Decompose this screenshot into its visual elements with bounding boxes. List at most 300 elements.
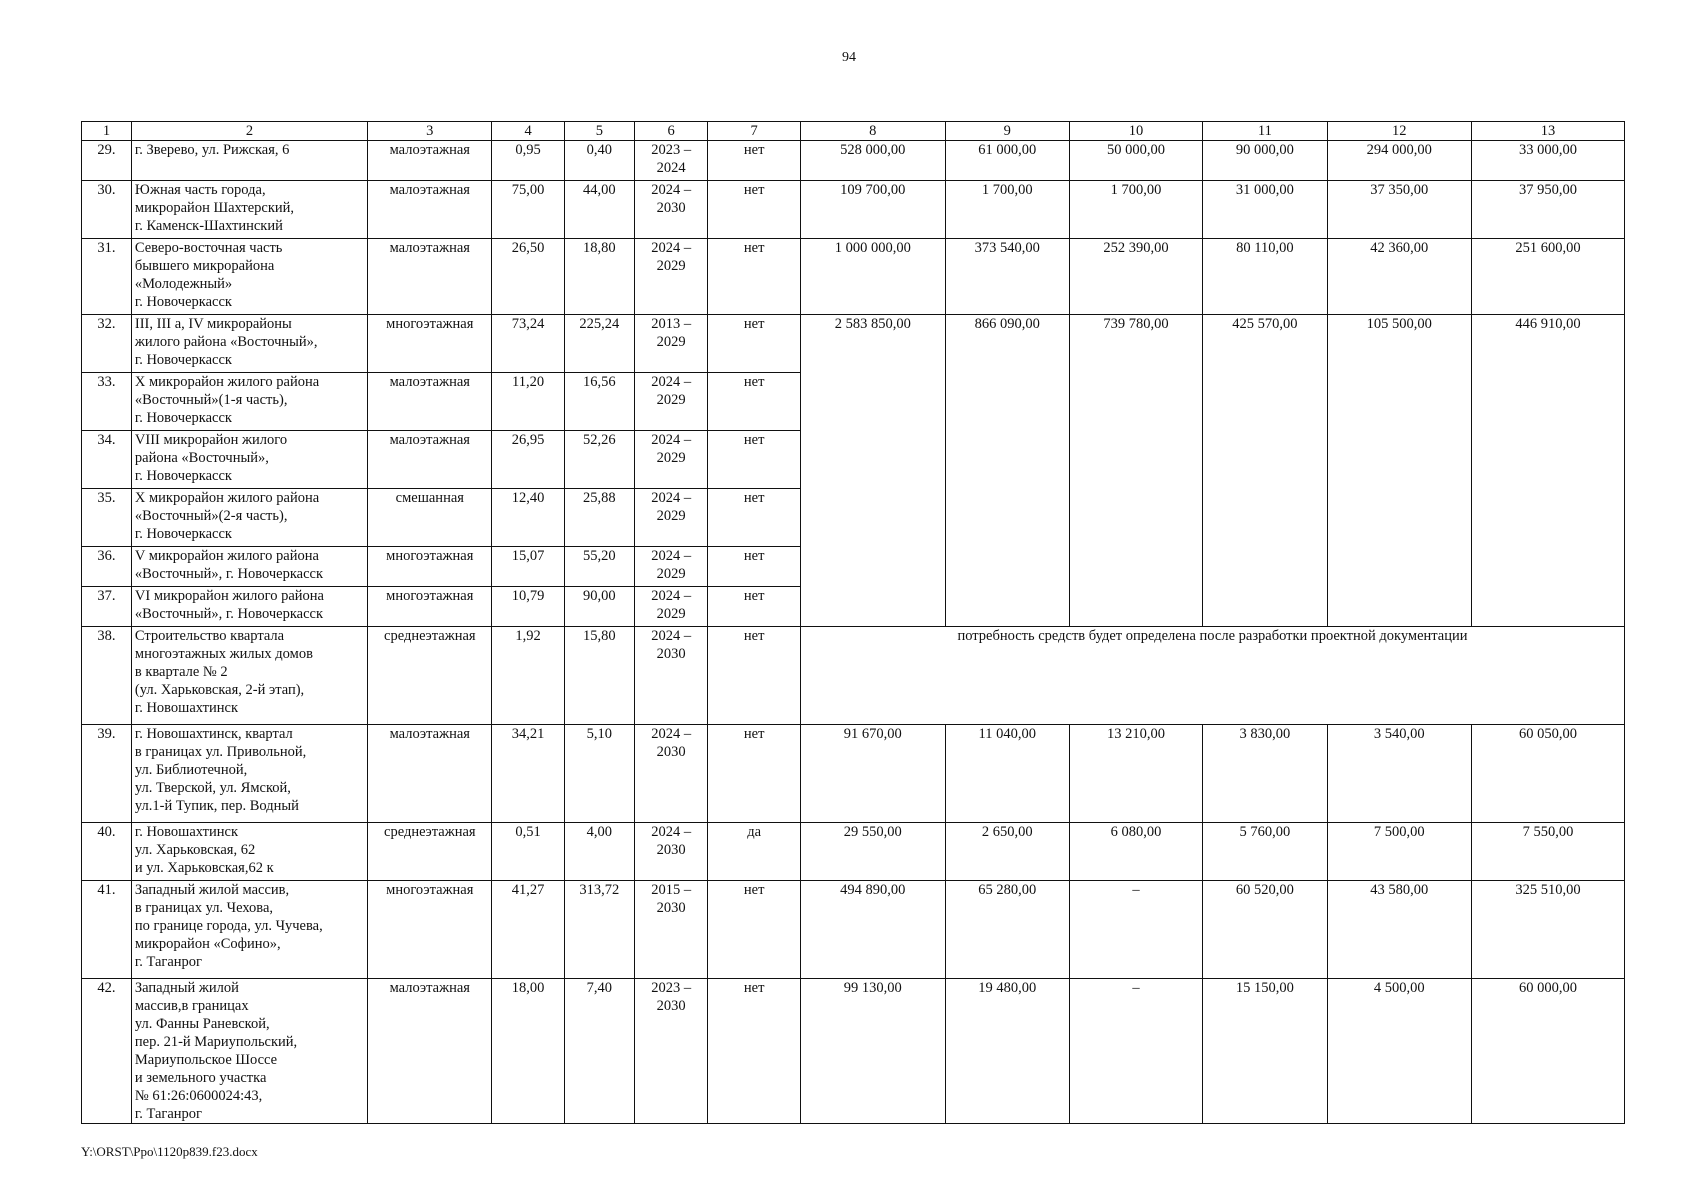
building-type-text: многоэтажная [386, 316, 474, 332]
object-name-text: Х микрорайон жилого района «Восточный»(1-я часть), г. Новочеркасск [134, 374, 320, 426]
object-name [131, 823, 367, 881]
amount-cell-text: 109 700,00 [840, 182, 906, 198]
object-name-text: Западный жилой массив,в границах ул. Фанны Раневской, пер. 21-й Мариупольский, Мариупольское Шоссе и земельного участка № 61:26:0600024:43, г. Таганрог [134, 980, 298, 1122]
row-number [82, 979, 132, 1124]
amount-cell-text: 60 000,00 [1519, 980, 1578, 996]
flag-text: нет [743, 490, 765, 506]
object-name [131, 547, 367, 587]
row-number-text: 32. [97, 316, 116, 332]
period-text: 2024 – 2030 [651, 726, 692, 760]
amount-cell-text: 1 700,00 [981, 182, 1033, 198]
amount-cell-text: 37 950,00 [1519, 182, 1578, 198]
area-value-text: 0,51 [515, 824, 541, 840]
amount-cell-text: 7 500,00 [1373, 824, 1425, 840]
building-type [368, 431, 492, 489]
amount-cell [1203, 315, 1327, 627]
flag-text: нет [743, 628, 765, 644]
period [634, 315, 707, 373]
amount-cell-text: 446 910,00 [1515, 316, 1581, 332]
row-number-text: 41. [97, 882, 116, 898]
amount-cell [945, 315, 1069, 627]
building-type-text: смешанная [395, 490, 464, 506]
building-type [368, 547, 492, 587]
area-value-text: 26,95 [511, 432, 545, 448]
flag-text: нет [743, 588, 765, 604]
header-row [82, 122, 1625, 141]
table-body [82, 122, 1625, 1124]
row-number-text: 40. [97, 824, 116, 840]
period-text: 2024 – 2030 [651, 182, 692, 216]
period [634, 239, 707, 315]
row-number-text: 42. [97, 980, 116, 996]
building-type [368, 587, 492, 627]
object-name [131, 627, 367, 725]
amount-cell-text: 60 520,00 [1235, 882, 1294, 898]
area-value-text: 26,50 [511, 240, 545, 256]
flag-text: нет [743, 432, 765, 448]
amount-cell-text: – [1132, 980, 1140, 996]
period [634, 431, 707, 489]
header-cell: 4 [492, 122, 564, 141]
amount-cell [800, 979, 945, 1124]
period-text: 2024 – 2029 [651, 374, 692, 408]
object-name [131, 373, 367, 431]
flag [708, 141, 801, 181]
volume-value-text: 4,00 [586, 824, 613, 840]
period-text: 2023 – 2030 [651, 980, 692, 1014]
amount-cell [1327, 315, 1472, 627]
volume-value [564, 373, 634, 431]
area-value [492, 823, 564, 881]
volume-value [564, 315, 634, 373]
building-type-text: малоэтажная [389, 374, 470, 390]
object-name-text: V микрорайон жилого района «Восточный», г. Новочеркасск [134, 548, 323, 582]
building-type-text: малоэтажная [389, 182, 470, 198]
area-value-text: 11,20 [512, 374, 545, 390]
object-name-text: г. Зверево, ул. Рижская, 6 [134, 142, 290, 158]
area-value-text: 34,21 [511, 726, 545, 742]
amount-cell-text: 42 360,00 [1370, 240, 1429, 256]
object-name [131, 881, 367, 979]
building-type [368, 315, 492, 373]
volume-value [564, 547, 634, 587]
amount-cell [1327, 881, 1472, 979]
row-number-text: 39. [97, 726, 116, 742]
volume-value-text: 52,26 [583, 432, 616, 448]
amount-cell-text: 425 570,00 [1232, 316, 1298, 332]
amount-cell [1327, 979, 1472, 1124]
period [634, 489, 707, 547]
object-name [131, 141, 367, 181]
period [634, 587, 707, 627]
object-name [131, 979, 367, 1124]
area-value-text: 0,95 [515, 142, 541, 158]
area-value [492, 373, 564, 431]
row-number-text: 37. [97, 588, 116, 604]
amount-cell-text: 105 500,00 [1366, 316, 1432, 332]
flag [708, 489, 801, 547]
data-table [81, 121, 1625, 1124]
volume-value [564, 141, 634, 181]
row-number-text: 31. [97, 240, 116, 256]
volume-value-text: 5,10 [586, 726, 613, 742]
amount-cell-text: 866 090,00 [974, 316, 1040, 332]
flag-text: да [747, 824, 762, 840]
period [634, 547, 707, 587]
amount-cell [1472, 239, 1625, 315]
amount-cell [800, 881, 945, 979]
object-name [131, 431, 367, 489]
amount-cell [1472, 315, 1625, 627]
flag [708, 373, 801, 431]
volume-value [564, 587, 634, 627]
row-number-text: 33. [97, 374, 116, 390]
amount-cell [1327, 823, 1472, 881]
amount-cell-text: 2 583 850,00 [834, 316, 911, 332]
area-value-text: 12,40 [511, 490, 545, 506]
amount-cell [1203, 823, 1327, 881]
volume-value [564, 239, 634, 315]
amount-cell [1472, 881, 1625, 979]
row-number [82, 725, 132, 823]
area-value [492, 431, 564, 489]
object-name-text: Х микрорайон жилого района «Восточный»(2-я часть), г. Новочеркасск [134, 490, 320, 542]
table-row [82, 979, 1625, 1124]
amount-cell [1203, 725, 1327, 823]
flag [708, 627, 801, 725]
building-type-text: среднеэтажная [384, 824, 476, 840]
row-number [82, 239, 132, 315]
period-text: 2024 – 2029 [651, 490, 692, 524]
object-name [131, 315, 367, 373]
amount-cell [1203, 239, 1327, 315]
table-row [82, 315, 1625, 373]
volume-value [564, 489, 634, 547]
period-text: 2015 – 2030 [651, 882, 692, 916]
area-value [492, 627, 564, 725]
table-row [82, 881, 1625, 979]
amount-cell-text: 252 390,00 [1103, 240, 1169, 256]
row-number-text: 35. [97, 490, 116, 506]
header-cell: 11 [1203, 122, 1327, 141]
flag [708, 979, 801, 1124]
flag [708, 587, 801, 627]
amount-cell-text: 7 550,00 [1522, 824, 1574, 840]
amount-cell-text: 15 150,00 [1235, 980, 1294, 996]
building-type [368, 979, 492, 1124]
table-row [82, 141, 1625, 181]
amount-cell [800, 141, 945, 181]
flag [708, 547, 801, 587]
amount-cell [1472, 979, 1625, 1124]
volume-value-text: 0,40 [586, 142, 613, 158]
area-value-text: 10,79 [511, 588, 545, 604]
amount-cell [1203, 979, 1327, 1124]
period [634, 627, 707, 725]
funding-note [800, 627, 1624, 725]
table-row [82, 239, 1625, 315]
amount-cell-text: 3 540,00 [1373, 726, 1425, 742]
amount-cell [945, 881, 1069, 979]
table-row [82, 627, 1625, 725]
row-number-text: 34. [97, 432, 116, 448]
building-type-text: многоэтажная [386, 548, 474, 564]
object-name [131, 489, 367, 547]
volume-value-text: 55,20 [583, 548, 616, 564]
volume-value [564, 881, 634, 979]
header-cell: 6 [634, 122, 707, 141]
amount-cell-text: 13 210,00 [1107, 726, 1166, 742]
period [634, 725, 707, 823]
area-value-text: 75,00 [511, 182, 545, 198]
area-value-text: 1,92 [515, 628, 541, 644]
object-name [131, 239, 367, 315]
amount-cell-text: 80 110,00 [1236, 240, 1294, 256]
flag-text: нет [743, 240, 765, 256]
period [634, 141, 707, 181]
object-name-text: Западный жилой массив, в границах ул. Чехова, по границе города, ул. Чучева, микрорайон «Софино», г. Таганрог [134, 882, 323, 970]
amount-cell [1472, 181, 1625, 239]
period [634, 823, 707, 881]
building-type [368, 373, 492, 431]
amount-cell [1069, 823, 1202, 881]
amount-cell-text: 37 350,00 [1370, 182, 1429, 198]
header-cell: 5 [564, 122, 634, 141]
object-name-text: г. Новошахтинск ул. Харьковская, 62 и ул. Харьковская,62 к [134, 824, 274, 876]
amount-cell [945, 141, 1069, 181]
flag-text: нет [743, 316, 765, 332]
amount-cell [1327, 239, 1472, 315]
area-value-text: 15,07 [511, 548, 545, 564]
building-type [368, 627, 492, 725]
building-type-text: среднеэтажная [384, 628, 476, 644]
amount-cell [1069, 181, 1202, 239]
amount-cell [1203, 881, 1327, 979]
area-value [492, 979, 564, 1124]
flag [708, 725, 801, 823]
area-value [492, 725, 564, 823]
flag [708, 881, 801, 979]
amount-cell-text: 65 280,00 [978, 882, 1037, 898]
building-type-text: многоэтажная [386, 588, 474, 604]
building-type-text: малоэтажная [389, 432, 470, 448]
area-value [492, 141, 564, 181]
amount-cell [945, 979, 1069, 1124]
area-value [492, 489, 564, 547]
row-number [82, 823, 132, 881]
period [634, 979, 707, 1124]
volume-value-text: 15,80 [583, 628, 616, 644]
row-number [82, 431, 132, 489]
row-number [82, 881, 132, 979]
object-name-text: г. Новошахтинск, квартал в границах ул. Привольной, ул. Библиотечной, ул. Тверской, ул. Ямской, ул.1-й Тупик, пер. Водный [134, 726, 307, 814]
row-number [82, 587, 132, 627]
row-number [82, 547, 132, 587]
amount-cell-text: 5 760,00 [1239, 824, 1291, 840]
table-row [82, 823, 1625, 881]
header-cell: 8 [800, 122, 945, 141]
header-cell: 3 [368, 122, 492, 141]
object-name [131, 587, 367, 627]
amount-cell [1069, 315, 1202, 627]
amount-cell [800, 181, 945, 239]
building-type [368, 881, 492, 979]
flag-text: нет [743, 182, 765, 198]
volume-value-text: 7,40 [586, 980, 613, 996]
building-type-text: многоэтажная [386, 882, 474, 898]
period [634, 181, 707, 239]
volume-value-text: 16,56 [583, 374, 616, 390]
amount-cell-text: 294 000,00 [1366, 142, 1432, 158]
object-name-text: III, III а, IV микрорайоны жилого района «Восточный», г. Новочеркасск [134, 316, 318, 368]
area-value [492, 881, 564, 979]
row-number [82, 141, 132, 181]
amount-cell-text: 739 780,00 [1103, 316, 1169, 332]
amount-cell [1472, 141, 1625, 181]
building-type [368, 725, 492, 823]
period [634, 373, 707, 431]
period-text: 2024 – 2029 [651, 240, 692, 274]
period-text: 2024 – 2029 [651, 588, 692, 622]
amount-cell-text: 19 480,00 [978, 980, 1037, 996]
row-number-text: 38. [97, 628, 116, 644]
row-number [82, 489, 132, 547]
flag-text: нет [743, 882, 765, 898]
volume-value-text: 313,72 [579, 882, 620, 898]
period-text: 2024 – 2029 [651, 548, 692, 582]
building-type [368, 239, 492, 315]
amount-cell-text: 31 000,00 [1235, 182, 1294, 198]
amount-cell-text: 11 040,00 [978, 726, 1036, 742]
building-type [368, 823, 492, 881]
area-value [492, 239, 564, 315]
flag [708, 431, 801, 489]
amount-cell-text: 251 600,00 [1515, 240, 1581, 256]
amount-cell-text: 33 000,00 [1519, 142, 1578, 158]
table-row [82, 725, 1625, 823]
page-number: 94 [842, 50, 856, 65]
flag-text: нет [743, 374, 765, 390]
funding-note-text: потребность средств будет определена после разработки проектной документации [957, 628, 1468, 644]
flag-text: нет [743, 980, 765, 996]
amount-cell-text: 325 510,00 [1515, 882, 1581, 898]
amount-cell-text: 29 550,00 [843, 824, 902, 840]
flag-text: нет [743, 548, 765, 564]
header-cell: 7 [708, 122, 801, 141]
amount-cell-text: 50 000,00 [1107, 142, 1166, 158]
object-name-text: Строительство квартала многоэтажных жилых домов в квартале № 2 (ул. Харьковская, 2-й этап), г. Новошахтинск [134, 628, 313, 716]
header-cell: 12 [1327, 122, 1472, 141]
amount-cell [1069, 979, 1202, 1124]
amount-cell-text: 1 000 000,00 [834, 240, 911, 256]
row-number [82, 627, 132, 725]
volume-value [564, 823, 634, 881]
area-value [492, 587, 564, 627]
volume-value [564, 627, 634, 725]
amount-cell [1069, 881, 1202, 979]
amount-cell-text: 1 700,00 [1110, 182, 1162, 198]
volume-value-text: 225,24 [579, 316, 620, 332]
amount-cell [1327, 181, 1472, 239]
amount-cell [1472, 823, 1625, 881]
amount-cell-text: 90 000,00 [1235, 142, 1294, 158]
header-cell: 10 [1069, 122, 1202, 141]
object-name [131, 181, 367, 239]
row-number-text: 29. [97, 142, 116, 158]
amount-cell-text: 4 500,00 [1373, 980, 1425, 996]
amount-cell-text: 91 670,00 [843, 726, 902, 742]
amount-cell-text: 43 580,00 [1370, 882, 1429, 898]
amount-cell-text: 60 050,00 [1519, 726, 1578, 742]
period-text: 2013 – 2029 [651, 316, 692, 350]
flag-text: нет [743, 142, 765, 158]
amount-cell-text: – [1132, 882, 1140, 898]
flag-text: нет [743, 726, 765, 742]
object-name-text: VI микрорайон жилого района «Восточный», г. Новочеркасск [134, 588, 324, 622]
flag [708, 181, 801, 239]
amount-cell [1327, 725, 1472, 823]
object-name-text: VIII микрорайон жилого района «Восточный», г. Новочеркасск [134, 432, 288, 484]
amount-cell [945, 181, 1069, 239]
amount-cell [945, 823, 1069, 881]
period [634, 881, 707, 979]
amount-cell [945, 725, 1069, 823]
amount-cell [1327, 141, 1472, 181]
amount-cell-text: 61 000,00 [978, 142, 1037, 158]
volume-value-text: 44,00 [583, 182, 616, 198]
building-type-text: малоэтажная [389, 726, 470, 742]
amount-cell-text: 3 830,00 [1239, 726, 1291, 742]
volume-value-text: 18,80 [583, 240, 616, 256]
amount-cell [800, 239, 945, 315]
header-cell: 13 [1472, 122, 1625, 141]
amount-cell [800, 725, 945, 823]
footer-file-path: Y:\ORST\Ppo\1120p839.f23.docx [81, 1144, 258, 1159]
area-value [492, 547, 564, 587]
amount-cell-text: 6 080,00 [1110, 824, 1162, 840]
row-number [82, 181, 132, 239]
row-number-text: 36. [97, 548, 116, 564]
object-name [131, 725, 367, 823]
amount-cell-text: 494 890,00 [840, 882, 906, 898]
building-type-text: малоэтажная [389, 980, 470, 996]
area-value-text: 73,24 [511, 316, 545, 332]
amount-cell [1472, 725, 1625, 823]
table-row [82, 181, 1625, 239]
area-value [492, 181, 564, 239]
period-text: 2024 – 2030 [651, 628, 692, 662]
building-type [368, 489, 492, 547]
amount-cell [1203, 181, 1327, 239]
object-name-text: Северо-восточная часть бывшего микрорайона «Молодежный» г. Новочеркасск [134, 240, 283, 310]
object-name-text: Южная часть города, микрорайон Шахтерский, г. Каменск-Шахтинский [134, 182, 295, 234]
amount-cell-text: 99 130,00 [843, 980, 902, 996]
volume-value [564, 431, 634, 489]
building-type-text: малоэтажная [389, 240, 470, 256]
amount-cell [1069, 239, 1202, 315]
flag [708, 823, 801, 881]
amount-cell [1069, 141, 1202, 181]
area-value [492, 315, 564, 373]
volume-value [564, 181, 634, 239]
building-type-text: малоэтажная [389, 142, 470, 158]
volume-value [564, 979, 634, 1124]
period-text: 2024 – 2030 [651, 824, 692, 858]
period-text: 2024 – 2029 [651, 432, 692, 466]
header-cell: 9 [945, 122, 1069, 141]
amount-cell [800, 823, 945, 881]
amount-cell [945, 239, 1069, 315]
